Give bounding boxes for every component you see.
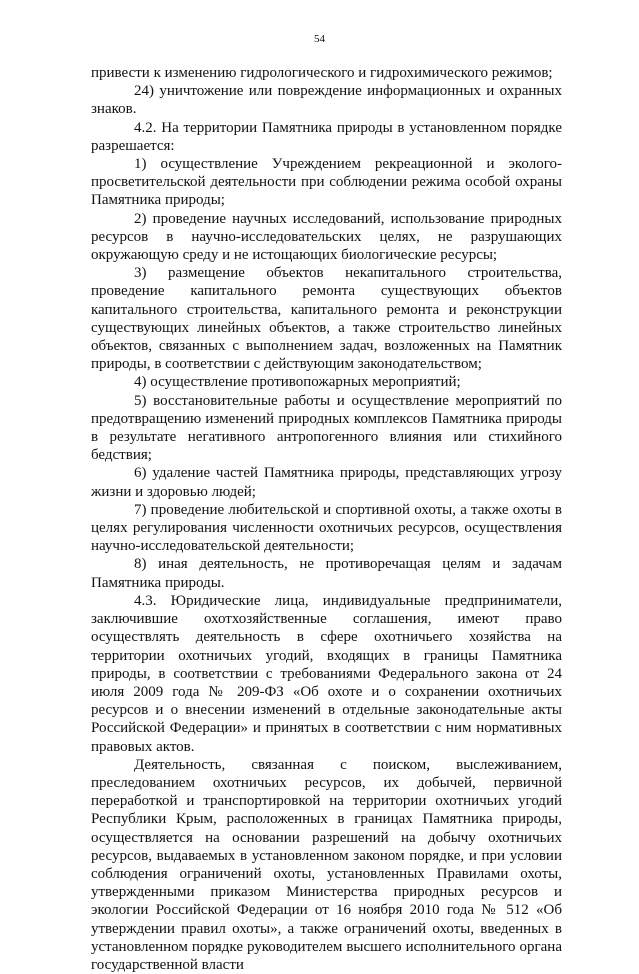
permitted-item-6: 6) удаление частей Памятника природы, представляющих угрозу жизни и здоровью людей; bbox=[91, 465, 562, 500]
list-item-24: 24) уничтожение или повреждение информационных и охранных знаков. bbox=[91, 83, 562, 118]
section-4-3-paragraph: 4.3. Юридические лица, индивидуальные предприниматели, заключившие охотхозяйственные соглашения, имеют право осуществлять деятельность в сфере охотничьего хозяйства на территории охотничьих угодий, входящих в границы Памятника природы, в соответствии с требованиями Федерального закона от 24 июля 2009 года № 209-ФЗ «Об охоте и о сохранении охотничьих ресурсов и о внесении изменений в отдельные законодательные акты Российской Федерации» и принятых в соответствии с ним нормативных правовых актов. bbox=[91, 592, 562, 755]
permitted-item-4: 4) осуществление противопожарных мероприятий; bbox=[134, 374, 461, 391]
permitted-item-7: 7) проведение любительской и спортивной охоты, а также охоты в целях регулирования численности охотничьих ресурсов, осуществления научно-исследовательской деятельности; bbox=[91, 501, 562, 555]
permitted-item-8: 8) иная деятельность, не противоречащая целям и задачам Памятника природы. bbox=[91, 556, 562, 591]
permitted-item-2: 2) проведение научных исследований, использование природных ресурсов в научно-исследовательских целях, не разрушающих окружающую среду и не истощающих биологические ресурсы; bbox=[91, 210, 562, 264]
page-number: 54 bbox=[314, 33, 325, 45]
hunting-activity-paragraph: Деятельность, связанная с поиском, выслеживанием, преследованием охотничьих ресурсов, их добычей, первичной переработкой и транспортировкой на территории охотничьих угодий Республики Крым, расположенных в границах Памятника природы, осуществляется на основании разрешений на добычу охотничьих ресурсов, выдаваемых в установленном законом порядке, и при условии соблюдения ограничений охоты, установленных Правилами охоты, утвержденными приказом Министерства природных ресурсов и экологии Российской Федерации от 16 ноября 2010 года № 512 «Об утверждении правил охоты», а также ограничений охоты, введенных в установленном порядке руководителем высшего исполнительного органа государственной власти bbox=[91, 756, 562, 973]
section-4-2-heading: 4.2. На территории Памятника природы в установленном порядке разрешается: bbox=[91, 119, 562, 154]
paragraph-continuation: привести к изменению гидрологического и гидрохимического режимов; bbox=[91, 65, 553, 81]
permitted-item-5: 5) восстановительные работы и осуществление мероприятий по предотвращению изменений природных комплексов Памятника природы в результате негативного антропогенного влияния или стихийного бедствия; bbox=[91, 392, 562, 464]
permitted-item-3: 3) размещение объектов некапитального строительства, проведение капитального ремонта существующих объектов капитального строительства, капитального ремонта и реконструкции существующих линейных объектов, а также строительство линейных объектов, связанных с выполнением задач, возложенных на Памятник природы, в соответствии с действующим законодательством; bbox=[91, 265, 562, 373]
document-body bbox=[91, 64, 562, 974]
permitted-item-1: 1) осуществление Учреждением рекреационной и эколого-просветительской деятельности при соблюдении режима особой охраны Памятника природы; bbox=[91, 156, 562, 209]
